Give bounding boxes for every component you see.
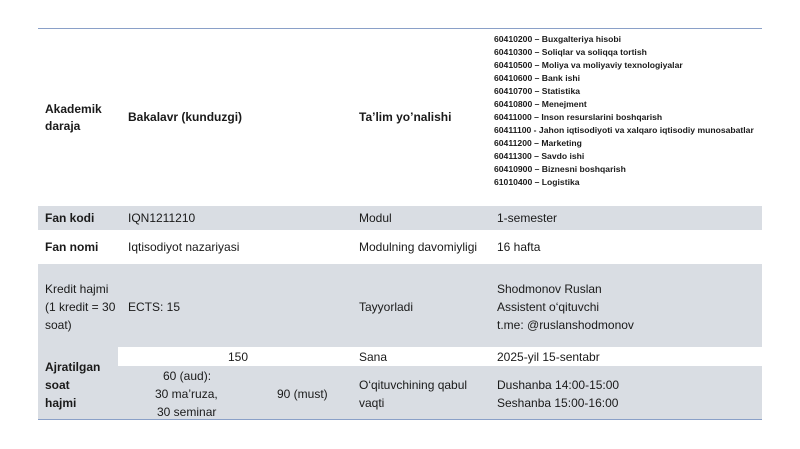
table-top-rule	[38, 28, 762, 29]
allocated-hours-label-l2: soat	[45, 378, 70, 392]
list-item: 60410700 – Statistika	[494, 86, 581, 96]
list-item: 60410600 – Bank ishi	[494, 73, 580, 83]
office-hours-monday: Dushanba 14:00-15:00	[497, 378, 620, 392]
direction-list	[494, 33, 760, 189]
list-item: 60411000 – Inson resurslarini boshqarish	[494, 112, 663, 122]
direction-label: Ta’lim yo’nalishi	[359, 110, 452, 124]
subject-name-value: Iqtisodiyot nazariyasi	[128, 240, 240, 254]
subject-code-label: Fan kodi	[45, 211, 95, 225]
list-item: 61010400 – Logistika	[494, 177, 580, 187]
list-item: 60410800 – Menejment	[494, 99, 587, 109]
table-bottom-rule	[38, 419, 762, 420]
subject-name-label: Fan nomi	[45, 240, 99, 254]
list-item: 60410200 – Buxgalteriya hisobi	[494, 34, 622, 44]
hours-independent: 90 (must)	[277, 387, 328, 401]
office-hours-label-l2: vaqti	[359, 396, 385, 410]
hours-lectures: 30 ma’ruza,	[155, 387, 218, 401]
date-label: Sana	[359, 350, 388, 364]
office-hours-label: O‘qituvchining qabul	[359, 378, 468, 392]
office-hours-tuesday: Seshanba 15:00-16:00	[497, 396, 619, 410]
author-title: Assistent o‘qituvchi	[497, 300, 600, 314]
subject-code-value: IQN1211210	[128, 211, 196, 225]
list-item: 60410300 – Soliqlar va soliqqa tortish	[494, 47, 647, 57]
credit-value: ECTS: 15	[128, 300, 181, 314]
degree-value: Bakalavr (kunduzgi)	[128, 110, 243, 124]
module-label: Modul	[359, 211, 392, 225]
module-value: 1-semester	[497, 211, 558, 225]
academic-degree-label-l2: daraja	[45, 119, 81, 133]
list-item: 60411300 – Savdo ishi	[494, 151, 585, 161]
list-item: 60411100 - Jahon iqtisodiyoti va xalqaro iqtisodiy munosabatlar	[494, 125, 754, 135]
module-duration-label: Modulning davomiyligi	[359, 240, 478, 254]
list-item: 60410500 – Moliya va moliyaviy texnologiyalar	[494, 60, 683, 70]
allocated-hours-label: Ajratilgan	[45, 360, 101, 374]
list-item: 60410900 – Biznesni boshqarish	[494, 164, 626, 174]
credit-label-l3: soat)	[45, 318, 72, 332]
list-item: 60411200 – Marketing	[494, 138, 582, 148]
author-contact[interactable]: t.me: @ruslanshodmonov	[497, 318, 634, 332]
date-value: 2025-yil 15-sentabr	[497, 350, 600, 364]
hours-seminars: 30 seminar	[157, 405, 217, 419]
academic-degree-label: Akademik	[45, 102, 102, 116]
credit-label: Kredit hajmi	[45, 282, 109, 296]
hours-total: 150	[228, 350, 249, 364]
credit-label-l2: (1 kredit = 30	[45, 300, 116, 314]
module-duration-value: 16 hafta	[497, 240, 541, 254]
prepared-by-label: Tayyorladi	[359, 300, 414, 314]
hours-auditory: 60 (aud):	[163, 369, 212, 383]
allocated-hours-label-l3: hajmi	[45, 396, 77, 410]
author-name: Shodmonov Ruslan	[497, 282, 602, 296]
